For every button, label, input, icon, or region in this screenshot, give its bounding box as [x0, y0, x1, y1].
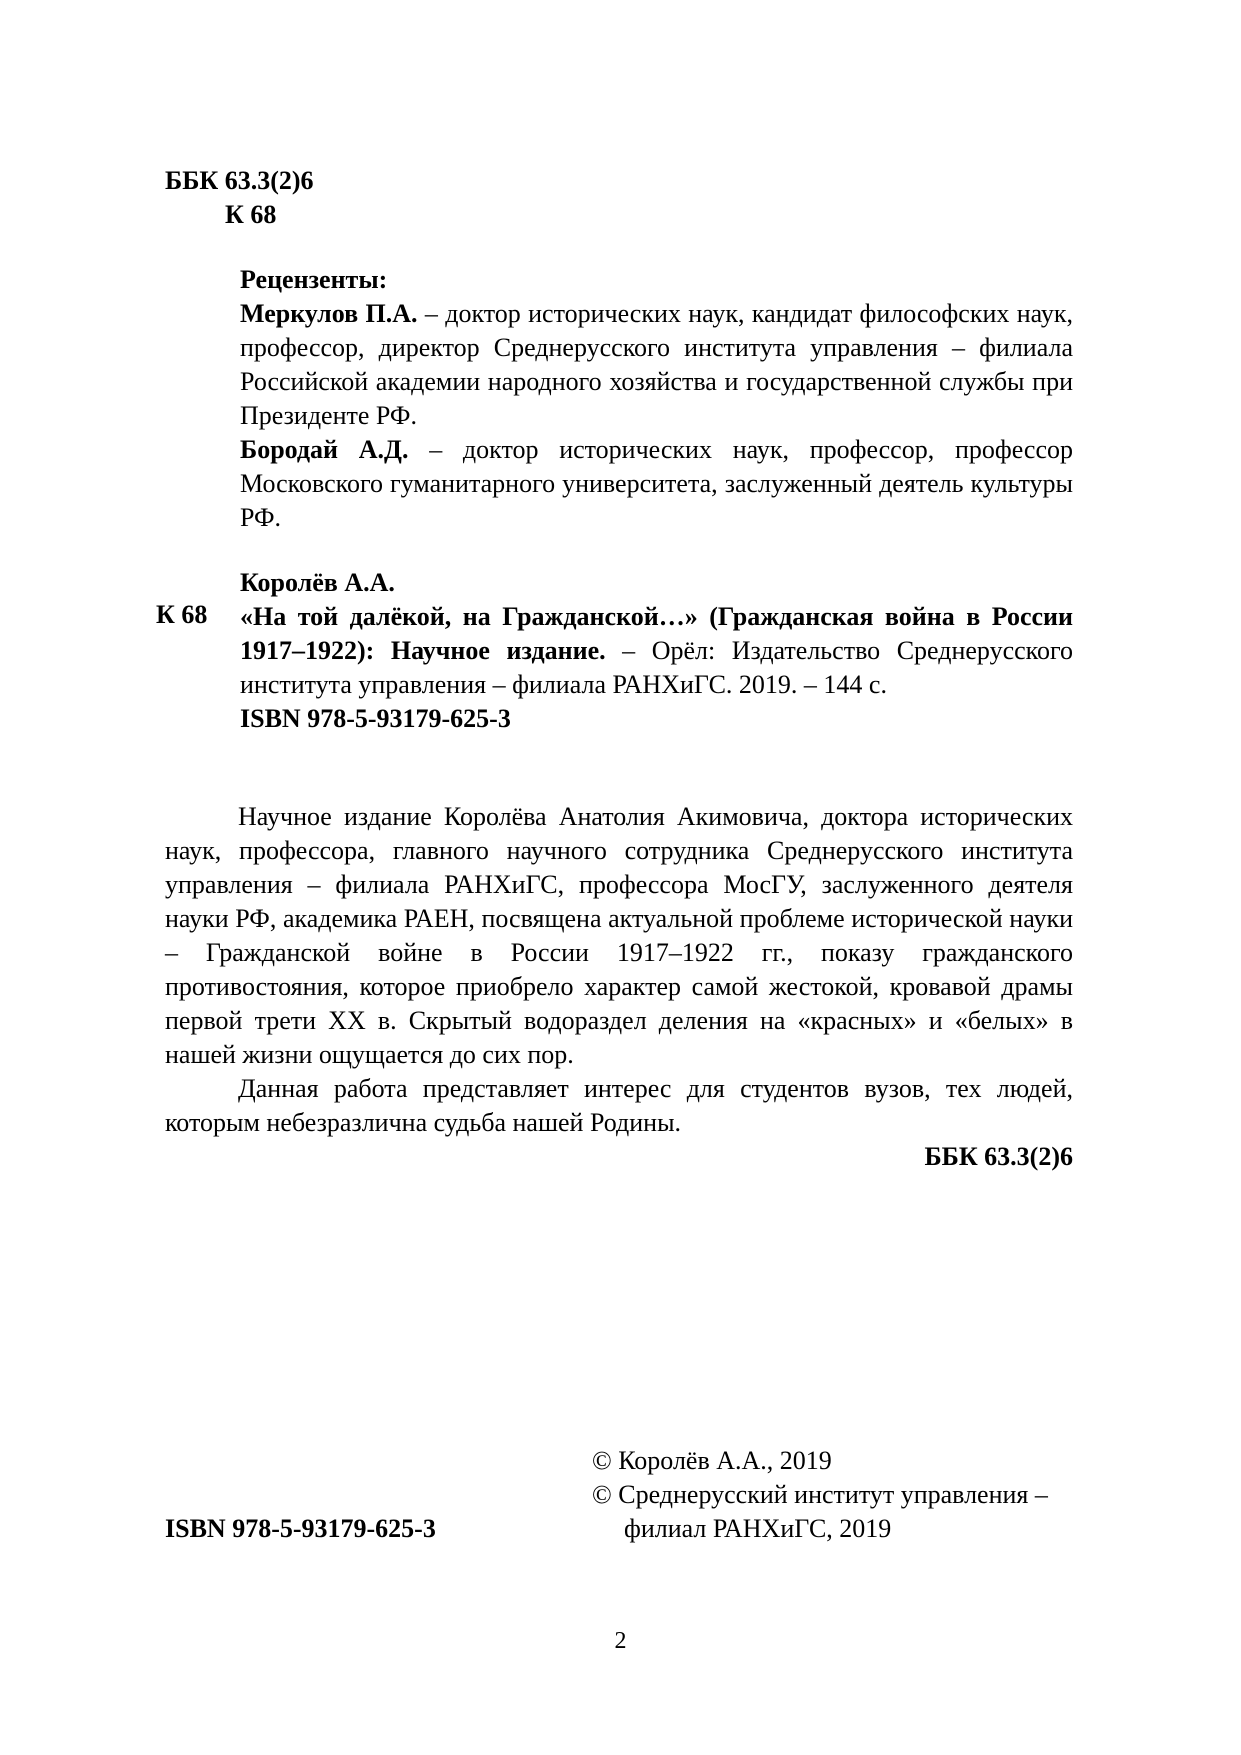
reviewer-name: Меркулов П.А.	[240, 299, 418, 328]
bibliography-margin-mark: К 68	[156, 600, 208, 629]
bibliography-description	[240, 600, 1073, 702]
bibliography-imprint: – Орёл: Издательство Среднерусского института управления – филиала РАНХиГС. 2019. – 144 с.	[240, 636, 1073, 699]
annotation	[165, 800, 1073, 1174]
footer-isbn: ISBN 978-5-93179-625-3	[165, 1514, 436, 1543]
reviewer-description: – доктор исторических наук, кандидат философских наук, профессор, директор Среднерусского института управления – филиала Российской академии народного хозяйства и государственной службы при Президенте РФ.	[240, 299, 1073, 430]
bbk-code: ББК 63.3(2)6	[165, 166, 314, 195]
author-mark: К 68	[225, 200, 277, 229]
reviewer-entry	[240, 297, 1073, 433]
bibliography-isbn: ISBN 978-5-93179-625-3	[240, 704, 511, 733]
reviewer-name: Бородай А.Д.	[240, 435, 409, 464]
annotation-paragraph: Данная работа представляет интерес для студентов вузов, тех людей, которым небезразлична судьба нашей Родины.	[165, 1074, 1073, 1137]
reviewers-heading: Рецензенты:	[240, 265, 388, 294]
bibliography-title: «На той далёкой, на Гражданской…» (Гражданская война в России 1917–1922): Научное издание.	[240, 602, 1073, 665]
bibliography-record	[240, 566, 1073, 736]
reviewer-entry	[240, 433, 1073, 535]
reviewers-block	[240, 263, 1073, 535]
page-number: 2	[614, 1628, 627, 1654]
reviewer-description: – доктор исторических наук, профессор, профессор Московского гуманитарного университета, заслуженный деятель культуры РФ.	[240, 435, 1073, 532]
copyright-author: © Королёв А.А., 2019	[592, 1446, 832, 1475]
annotation-paragraph: Научное издание Королёва Анатолия Акимовича, доктора исторических наук, профессора, главного научного сотрудника Среднерусского института управления – филиала РАНХиГС, профессора МосГУ, заслуженного деятеля науки РФ, академика РАЕН, посвящена актуальной проблеме исторической науки – Гражданской войне в России 1917–1922 гг., показу гражданского противостояния, которое приобрело характер самой жестокой, кровавой драмы первой трети XX в. Скрытый водораздел деления на «красных» и «белых» в нашей жизни ощущается до сих пор.	[165, 802, 1073, 1069]
copyright-institute-line2: филиал РАНХиГС, 2019	[624, 1514, 892, 1543]
copyright-institute-line1: © Среднерусский институт управления –	[592, 1480, 1048, 1509]
annotation-bbk-code: ББК 63.3(2)6	[924, 1142, 1073, 1171]
bibliography-author: Королёв А.А.	[240, 568, 395, 597]
